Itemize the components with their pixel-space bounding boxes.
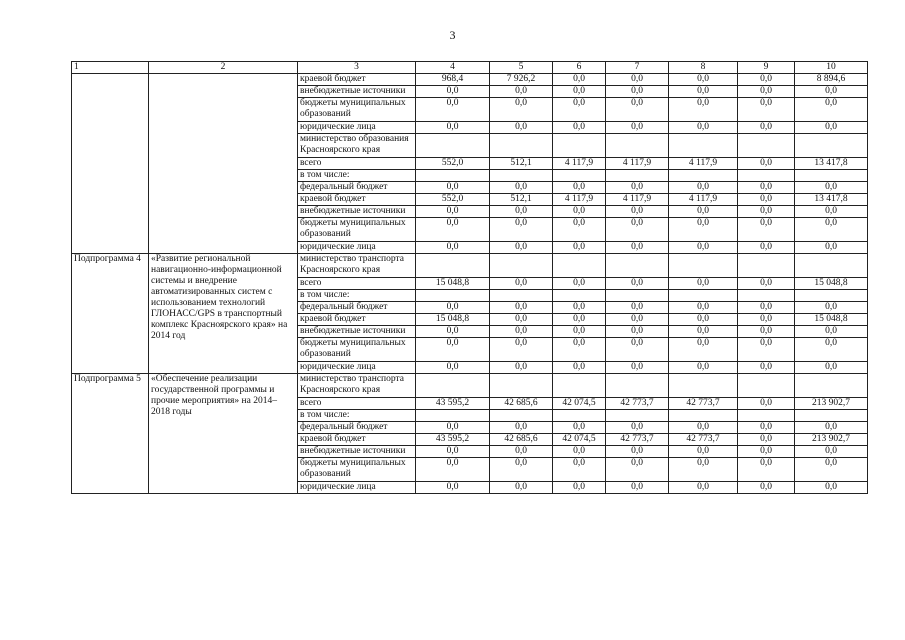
value-cell: 0,0 bbox=[669, 278, 738, 290]
row-label: федеральный бюджет bbox=[298, 182, 416, 194]
value-cell: 4 117,9 bbox=[553, 194, 606, 206]
row-label: юридические лица bbox=[298, 242, 416, 254]
value-cell bbox=[606, 254, 669, 278]
value-cell: 0,0 bbox=[738, 122, 795, 134]
value-cell: 0,0 bbox=[553, 458, 606, 482]
value-cell bbox=[669, 290, 738, 302]
value-cell: 0,0 bbox=[606, 182, 669, 194]
subprogram-5-code: Подпрограмма 5 bbox=[72, 374, 149, 494]
value-cell: 0,0 bbox=[606, 482, 669, 494]
value-cell: 0,0 bbox=[416, 182, 490, 194]
value-cell: 42 685,6 bbox=[490, 398, 553, 410]
row-label: всего bbox=[298, 278, 416, 290]
value-cell: 4 117,9 bbox=[669, 194, 738, 206]
value-cell bbox=[606, 410, 669, 422]
row-label: в том числе: bbox=[298, 410, 416, 422]
value-cell bbox=[795, 410, 868, 422]
value-cell: 0,0 bbox=[669, 182, 738, 194]
value-cell: 0,0 bbox=[795, 98, 868, 122]
value-cell: 0,0 bbox=[416, 98, 490, 122]
value-cell: 0,0 bbox=[553, 278, 606, 290]
value-cell: 0,0 bbox=[606, 242, 669, 254]
value-cell: 4 117,9 bbox=[553, 158, 606, 170]
value-cell: 0,0 bbox=[795, 122, 868, 134]
row-label: бюджеты муниципальных образований bbox=[298, 458, 416, 482]
column-number-5: 5 bbox=[490, 62, 553, 74]
value-cell: 0,0 bbox=[606, 446, 669, 458]
column-number-7: 7 bbox=[606, 62, 669, 74]
value-cell bbox=[490, 374, 553, 398]
row-label: краевой бюджет bbox=[298, 74, 416, 86]
value-cell: 0,0 bbox=[669, 362, 738, 374]
value-cell: 0,0 bbox=[490, 314, 553, 326]
value-cell: 0,0 bbox=[795, 206, 868, 218]
value-cell: 0,0 bbox=[669, 326, 738, 338]
row-label: в том числе: bbox=[298, 290, 416, 302]
value-cell: 0,0 bbox=[795, 446, 868, 458]
value-cell: 0,0 bbox=[795, 458, 868, 482]
value-cell: 0,0 bbox=[606, 326, 669, 338]
value-cell: 0,0 bbox=[795, 218, 868, 242]
value-cell: 0,0 bbox=[669, 206, 738, 218]
value-cell: 0,0 bbox=[490, 482, 553, 494]
value-cell: 0,0 bbox=[606, 86, 669, 98]
row-label: внебюджетные источники bbox=[298, 206, 416, 218]
table-row bbox=[72, 254, 868, 278]
value-cell: 0,0 bbox=[606, 74, 669, 86]
value-cell: 0,0 bbox=[606, 302, 669, 314]
row-label: краевой бюджет bbox=[298, 194, 416, 206]
value-cell: 0,0 bbox=[606, 422, 669, 434]
value-cell: 0,0 bbox=[553, 314, 606, 326]
value-cell: 0,0 bbox=[738, 326, 795, 338]
value-cell: 0,0 bbox=[669, 86, 738, 98]
value-cell: 0,0 bbox=[490, 98, 553, 122]
value-cell bbox=[490, 134, 553, 158]
header-row bbox=[72, 62, 868, 74]
row-label: министерство образования Красноярского края bbox=[298, 134, 416, 158]
value-cell bbox=[490, 170, 553, 182]
value-cell: 0,0 bbox=[416, 326, 490, 338]
value-cell: 0,0 bbox=[738, 314, 795, 326]
value-cell: 13 417,8 bbox=[795, 194, 868, 206]
value-cell: 0,0 bbox=[669, 98, 738, 122]
value-cell bbox=[606, 290, 669, 302]
value-cell bbox=[738, 134, 795, 158]
value-cell bbox=[553, 374, 606, 398]
value-cell bbox=[669, 374, 738, 398]
value-cell: 0,0 bbox=[490, 182, 553, 194]
value-cell: 0,0 bbox=[553, 242, 606, 254]
value-cell: 0,0 bbox=[553, 206, 606, 218]
value-cell: 0,0 bbox=[416, 86, 490, 98]
value-cell: 0,0 bbox=[738, 302, 795, 314]
value-cell bbox=[738, 254, 795, 278]
value-cell: 42 773,7 bbox=[606, 434, 669, 446]
value-cell: 4 117,9 bbox=[669, 158, 738, 170]
value-cell: 0,0 bbox=[738, 446, 795, 458]
value-cell: 0,0 bbox=[416, 482, 490, 494]
value-cell: 42 773,7 bbox=[669, 434, 738, 446]
value-cell: 0,0 bbox=[738, 206, 795, 218]
value-cell: 0,0 bbox=[738, 194, 795, 206]
value-cell bbox=[669, 134, 738, 158]
value-cell: 0,0 bbox=[738, 422, 795, 434]
value-cell bbox=[738, 290, 795, 302]
value-cell bbox=[416, 410, 490, 422]
value-cell: 0,0 bbox=[553, 302, 606, 314]
value-cell bbox=[795, 290, 868, 302]
value-cell: 0,0 bbox=[553, 218, 606, 242]
value-cell bbox=[553, 134, 606, 158]
row-label: юридические лица bbox=[298, 362, 416, 374]
subprogram-5-title: «Обеспечение реализации государственной программы и прочие мероприятия» на 2014–2018 годы bbox=[149, 374, 298, 494]
value-cell: 512,1 bbox=[490, 158, 553, 170]
page-number: 3 bbox=[449, 28, 456, 42]
value-cell: 0,0 bbox=[553, 326, 606, 338]
value-cell: 42 773,7 bbox=[606, 398, 669, 410]
value-cell bbox=[738, 170, 795, 182]
value-cell: 15 048,8 bbox=[416, 278, 490, 290]
value-cell: 0,0 bbox=[738, 434, 795, 446]
column-number-6: 6 bbox=[553, 62, 606, 74]
value-cell: 0,0 bbox=[669, 446, 738, 458]
value-cell: 0,0 bbox=[738, 242, 795, 254]
row-label: всего bbox=[298, 398, 416, 410]
value-cell bbox=[416, 254, 490, 278]
value-cell: 0,0 bbox=[553, 362, 606, 374]
value-cell: 0,0 bbox=[606, 362, 669, 374]
row-label: краевой бюджет bbox=[298, 314, 416, 326]
value-cell: 0,0 bbox=[490, 302, 553, 314]
value-cell: 0,0 bbox=[490, 278, 553, 290]
value-cell: 0,0 bbox=[669, 242, 738, 254]
value-cell: 0,0 bbox=[490, 122, 553, 134]
value-cell: 0,0 bbox=[490, 422, 553, 434]
value-cell: 0,0 bbox=[669, 122, 738, 134]
row-label: юридические лица bbox=[298, 482, 416, 494]
value-cell: 552,0 bbox=[416, 194, 490, 206]
value-cell: 0,0 bbox=[669, 218, 738, 242]
value-cell bbox=[738, 410, 795, 422]
value-cell bbox=[416, 290, 490, 302]
value-cell: 0,0 bbox=[553, 338, 606, 362]
value-cell: 42 773,7 bbox=[669, 398, 738, 410]
value-cell: 0,0 bbox=[490, 338, 553, 362]
value-cell: 0,0 bbox=[669, 314, 738, 326]
value-cell: 7 926,2 bbox=[490, 74, 553, 86]
value-cell bbox=[490, 290, 553, 302]
value-cell: 0,0 bbox=[416, 242, 490, 254]
row-label: бюджеты муниципальных образований bbox=[298, 338, 416, 362]
value-cell: 0,0 bbox=[553, 182, 606, 194]
value-cell: 0,0 bbox=[490, 206, 553, 218]
value-cell: 552,0 bbox=[416, 158, 490, 170]
value-cell: 0,0 bbox=[795, 86, 868, 98]
column-number-4: 4 bbox=[416, 62, 490, 74]
value-cell: 0,0 bbox=[669, 74, 738, 86]
value-cell: 42 074,5 bbox=[553, 398, 606, 410]
column-number-9: 9 bbox=[738, 62, 795, 74]
value-cell bbox=[416, 374, 490, 398]
value-cell: 0,0 bbox=[606, 98, 669, 122]
value-cell: 0,0 bbox=[795, 482, 868, 494]
value-cell: 0,0 bbox=[738, 362, 795, 374]
value-cell bbox=[606, 170, 669, 182]
value-cell: 0,0 bbox=[490, 458, 553, 482]
row-label: бюджеты муниципальных образований bbox=[298, 218, 416, 242]
value-cell: 0,0 bbox=[490, 218, 553, 242]
value-cell: 0,0 bbox=[416, 122, 490, 134]
value-cell: 0,0 bbox=[606, 314, 669, 326]
value-cell: 0,0 bbox=[738, 74, 795, 86]
value-cell: 0,0 bbox=[738, 98, 795, 122]
value-cell: 0,0 bbox=[416, 446, 490, 458]
value-cell: 0,0 bbox=[416, 302, 490, 314]
value-cell: 15 048,8 bbox=[795, 314, 868, 326]
value-cell: 0,0 bbox=[606, 338, 669, 362]
value-cell: 0,0 bbox=[738, 278, 795, 290]
value-cell: 0,0 bbox=[795, 302, 868, 314]
value-cell: 0,0 bbox=[490, 326, 553, 338]
column-number-3: 3 bbox=[298, 62, 416, 74]
value-cell: 0,0 bbox=[795, 326, 868, 338]
value-cell: 0,0 bbox=[553, 422, 606, 434]
value-cell: 0,0 bbox=[416, 338, 490, 362]
row-label: юридические лица bbox=[298, 122, 416, 134]
value-cell: 0,0 bbox=[795, 242, 868, 254]
value-cell bbox=[738, 374, 795, 398]
value-cell: 0,0 bbox=[553, 98, 606, 122]
value-cell: 213 902,7 bbox=[795, 434, 868, 446]
value-cell: 8 894,6 bbox=[795, 74, 868, 86]
value-cell bbox=[416, 170, 490, 182]
value-cell: 15 048,8 bbox=[795, 278, 868, 290]
value-cell: 0,0 bbox=[416, 362, 490, 374]
value-cell bbox=[490, 254, 553, 278]
value-cell: 42 685,6 bbox=[490, 434, 553, 446]
value-cell bbox=[553, 254, 606, 278]
empty-title-cell bbox=[149, 74, 298, 254]
value-cell: 0,0 bbox=[490, 242, 553, 254]
column-number-1: 1 bbox=[72, 62, 149, 74]
value-cell: 0,0 bbox=[738, 458, 795, 482]
value-cell: 0,0 bbox=[795, 338, 868, 362]
value-cell: 0,0 bbox=[606, 458, 669, 482]
value-cell: 0,0 bbox=[490, 86, 553, 98]
value-cell: 0,0 bbox=[669, 302, 738, 314]
value-cell: 0,0 bbox=[553, 122, 606, 134]
table-row bbox=[72, 74, 868, 86]
value-cell bbox=[416, 134, 490, 158]
value-cell: 0,0 bbox=[669, 458, 738, 482]
value-cell: 0,0 bbox=[669, 338, 738, 362]
value-cell bbox=[669, 254, 738, 278]
row-label: внебюджетные источники bbox=[298, 86, 416, 98]
row-label: федеральный бюджет bbox=[298, 422, 416, 434]
row-label: внебюджетные источники bbox=[298, 326, 416, 338]
value-cell: 0,0 bbox=[669, 482, 738, 494]
value-cell bbox=[795, 170, 868, 182]
value-cell: 0,0 bbox=[738, 218, 795, 242]
value-cell: 0,0 bbox=[606, 278, 669, 290]
budget-table bbox=[71, 61, 868, 494]
value-cell: 4 117,9 bbox=[606, 158, 669, 170]
column-number-8: 8 bbox=[669, 62, 738, 74]
value-cell: 0,0 bbox=[490, 446, 553, 458]
value-cell bbox=[669, 170, 738, 182]
value-cell: 0,0 bbox=[795, 422, 868, 434]
value-cell: 213 902,7 bbox=[795, 398, 868, 410]
value-cell: 0,0 bbox=[738, 398, 795, 410]
row-label: всего bbox=[298, 158, 416, 170]
value-cell bbox=[669, 410, 738, 422]
value-cell bbox=[553, 410, 606, 422]
value-cell bbox=[795, 134, 868, 158]
value-cell: 0,0 bbox=[553, 446, 606, 458]
value-cell bbox=[553, 170, 606, 182]
value-cell: 0,0 bbox=[416, 206, 490, 218]
value-cell: 0,0 bbox=[669, 422, 738, 434]
value-cell bbox=[553, 290, 606, 302]
value-cell: 0,0 bbox=[606, 206, 669, 218]
value-cell: 0,0 bbox=[738, 338, 795, 362]
value-cell: 0,0 bbox=[490, 362, 553, 374]
table-body bbox=[72, 62, 868, 494]
value-cell: 4 117,9 bbox=[606, 194, 669, 206]
row-label: в том числе: bbox=[298, 170, 416, 182]
value-cell: 15 048,8 bbox=[416, 314, 490, 326]
column-number-2: 2 bbox=[149, 62, 298, 74]
table-row bbox=[72, 374, 868, 398]
subprogram-4-code: Подпрограмма 4 bbox=[72, 254, 149, 374]
row-label: министерство транспорта Красноярского края bbox=[298, 254, 416, 278]
row-label: министерство транспорта Красноярского края bbox=[298, 374, 416, 398]
value-cell bbox=[795, 254, 868, 278]
value-cell: 0,0 bbox=[738, 182, 795, 194]
value-cell: 43 595,2 bbox=[416, 398, 490, 410]
value-cell bbox=[795, 374, 868, 398]
column-number-10: 10 bbox=[795, 62, 868, 74]
subprogram-4-title: «Развитие региональной навигационно-информационной системы и внедрение автоматизированных систем с использованием технологий ГЛОНАСС/GPS в транспортный комплекс Красноярского края» на 2014 год bbox=[149, 254, 298, 374]
row-label: федеральный бюджет bbox=[298, 302, 416, 314]
value-cell: 42 074,5 bbox=[553, 434, 606, 446]
row-label: бюджеты муниципальных образований bbox=[298, 98, 416, 122]
value-cell: 0,0 bbox=[606, 122, 669, 134]
value-cell: 0,0 bbox=[738, 86, 795, 98]
value-cell: 13 417,8 bbox=[795, 158, 868, 170]
value-cell bbox=[606, 134, 669, 158]
value-cell: 0,0 bbox=[553, 74, 606, 86]
empty-code-cell bbox=[72, 74, 149, 254]
value-cell: 512,1 bbox=[490, 194, 553, 206]
value-cell: 0,0 bbox=[738, 158, 795, 170]
value-cell: 0,0 bbox=[553, 482, 606, 494]
value-cell bbox=[490, 410, 553, 422]
row-label: внебюджетные источники bbox=[298, 446, 416, 458]
value-cell: 0,0 bbox=[416, 422, 490, 434]
value-cell: 0,0 bbox=[416, 458, 490, 482]
value-cell: 0,0 bbox=[416, 218, 490, 242]
value-cell: 968,4 bbox=[416, 74, 490, 86]
value-cell: 0,0 bbox=[553, 86, 606, 98]
value-cell: 0,0 bbox=[738, 482, 795, 494]
value-cell: 0,0 bbox=[795, 182, 868, 194]
value-cell: 0,0 bbox=[795, 362, 868, 374]
row-label: краевой бюджет bbox=[298, 434, 416, 446]
value-cell: 0,0 bbox=[606, 218, 669, 242]
value-cell bbox=[606, 374, 669, 398]
value-cell: 43 595,2 bbox=[416, 434, 490, 446]
